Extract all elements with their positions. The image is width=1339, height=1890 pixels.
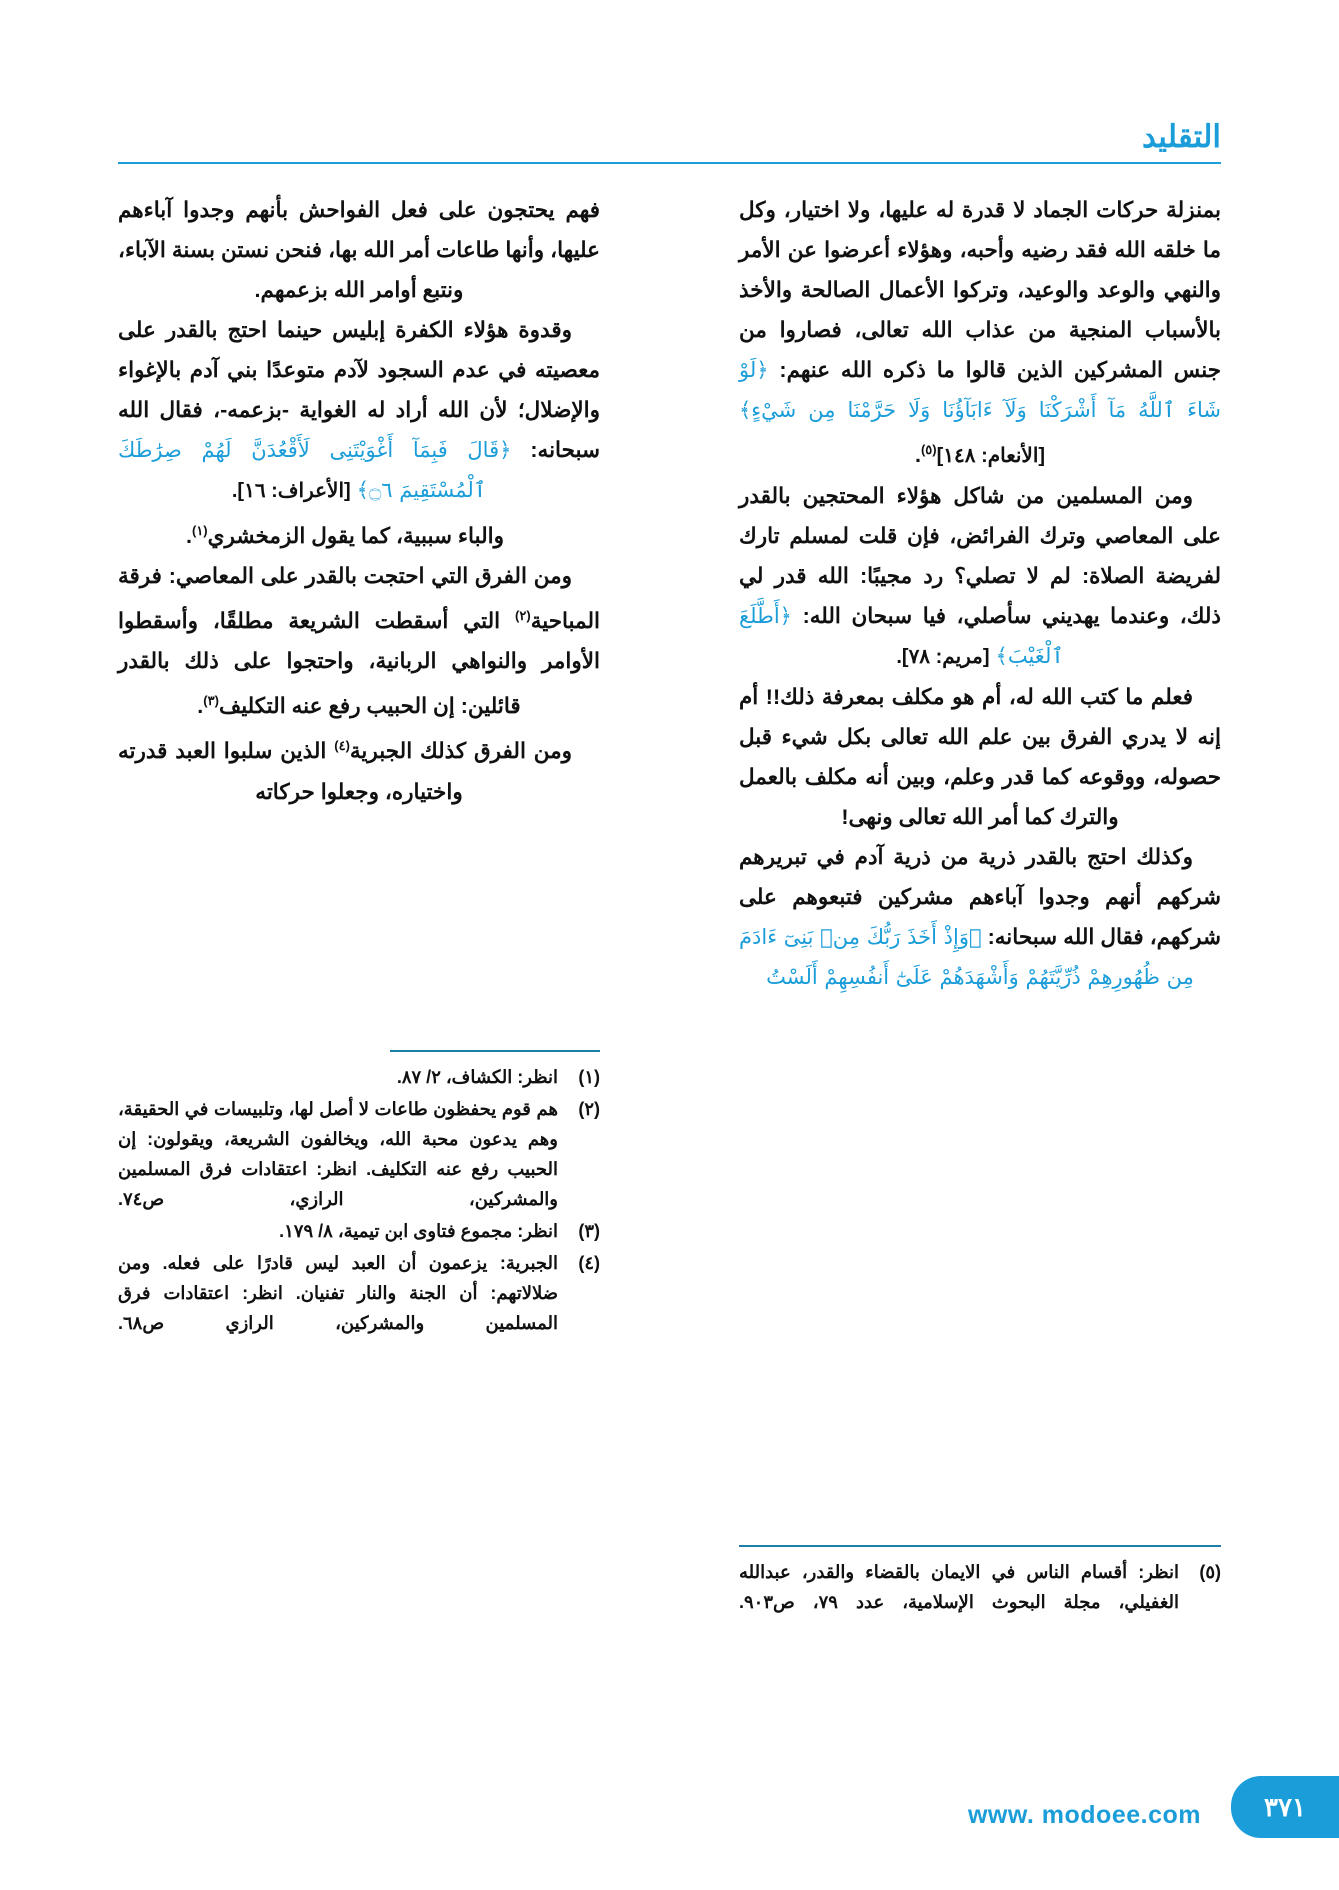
footnote-number: (٢) xyxy=(578,1099,600,1119)
footnote-number: (٥) xyxy=(1199,1562,1221,1582)
page-columns xyxy=(118,190,1221,1760)
footnote-text: هم قوم يحفظون طاعات لا أصل لها، وتلبيسات في الحقيقة، وهم يدعون محبة الله، ويخالفون الشريعة، ويقولون: إن الحبيب رفع عنه التكليف. انظر: اعتقادات فرق المسلمين والمشركين، الرازي، ص٧٤. xyxy=(118,1099,558,1209)
footnote-text: انظر: مجموع فتاوى ابن تيمية، ٨/ ١٧٩. xyxy=(279,1221,558,1241)
quran-quote: ﴿لَوْ شَاءَ ٱللَّهُ مَآ أَشْرَكْنَا وَلَآ ءَابَآؤُنَا وَلَا حَرَّمْنَا مِن شَيْءٍ﴾ xyxy=(739,358,1221,422)
footnotes-right xyxy=(739,1545,1221,1619)
site-url[interactable]: www. modoee.com xyxy=(967,1801,1201,1829)
footnote-item xyxy=(118,1062,600,1092)
right-column xyxy=(739,190,1221,1612)
quran-quote: ﴿قَالَ فَبِمَآ أَغْوَيْتَنِى لَأَقْعُدَنَّ لَهُمْ صِرَٰطَكَ ٱلْمُسْتَقِيمَ ۝٦﴾ xyxy=(118,438,512,502)
paragraph-text-tail: التي أسقطت الشريعة مطلقًا، وأسقطوا الأوامر والنواهي الربانية، واحتجوا على ذلك بالقدر قائلين: إن الحبيب رفع عنه التكليف xyxy=(118,609,600,719)
footnote-marker: (١) xyxy=(191,523,208,538)
footnote-marker: (٤) xyxy=(334,738,350,754)
paragraph: بمنزلة حركات الجماد لا قدرة له عليها، ولا اختيار، وكل ما خلقه الله فقد رضيه وأحبه، وهؤلاء أعرضوا عن الأمر والنهي والوعد والوعيد، وتركوا الأعمال الصالحة والأخذ بالأسباب المنجية من عذاب الله تعالى، فصاروا من جنس المشركين الذين قالوا ما ذكره الله عنهم: ﴿لَوْ شَاءَ ٱللَّهُ مَآ أَشْرَكْنَا وَلَآ ءَابَآؤُنَا وَلَا حَرَّمْنَا مِن شَيْءٍ﴾ [الأنعام: ١٤٨]$^{(٥)}$. xyxy=(739,198,1221,468)
page-title: التقليد xyxy=(1142,119,1221,154)
footnote-divider xyxy=(390,1050,600,1052)
footnote-marker: (٥) xyxy=(920,442,937,457)
footnote-text: الجبرية: يزعمون أن العبد ليس قادرًا على فعله. ومن ضلالاتهم: أن الجنة والنار تفنيان. انظر: اعتقادات فرق المسلمين والمشركين، الرازي ص٦٨. xyxy=(118,1253,558,1333)
page-number: ٣٧١ xyxy=(1231,1776,1339,1838)
footnote-text: انظر: أقسام الناس في الايمان بالقضاء والقدر، عبدالله الغفيلي، مجلة البحوث الإسلامية، عدد ٧٩، ص٩٠٣. xyxy=(739,1562,1179,1612)
paragraph-text: وكذلك احتج بالقدر ذرية من ذرية آدم في تبريرهم شركهم أنهم وجدوا آباءهم مشركين فتبعوهم على شركهم، فقال الله سبحانه: xyxy=(739,845,1221,950)
paragraph xyxy=(739,837,1221,997)
quran-quote: ﴿أَطَّلَعَ ٱلْغَيْبَ﴾ xyxy=(739,604,1064,669)
paragraph: ومن الفرق التي احتجت بالقدر على المعاصي: فرقة المباحية$^{(٢)}$ التي أسقطت الشريعة مطلقًا، وأسقطوا الأوامر والنواهي الربانية، واحتجوا على ذلك بالقدر قائلين: إن الحبيب رفع عنه التكليف$^{(٣)}$. xyxy=(118,564,600,719)
quran-reference: [الأعراف: ١٦]. xyxy=(231,480,351,502)
quran-quote: ﴿وَإِذْ أَخَذَ رَبُّكَ مِنۢ بَنِىٓ ءَادَمَ مِن ظُهُورِهِمْ ذُرِّيَّتَهُمْ وَأَشْهَدَهُمْ عَلَىٰٓ أَنفُسِهِمْ أَلَسْتُ xyxy=(739,925,1194,990)
paragraph-text: ومن الفرق التي احتجت بالقدر على المعاصي: فرقة المباحية xyxy=(118,564,600,634)
paragraph-text: ومن الفرق كذلك الجبرية xyxy=(349,739,572,764)
footnote-marker: (٣) xyxy=(203,693,219,709)
footnote-text: انظر: الكشاف، ٢/ ٨٧. xyxy=(396,1067,558,1087)
paragraph xyxy=(739,677,1221,837)
footnote-divider xyxy=(739,1545,1221,1547)
footnote-number: (١) xyxy=(578,1067,600,1087)
footnote-item xyxy=(118,1248,600,1338)
footnote-item xyxy=(118,1094,600,1214)
paragraph xyxy=(118,190,600,310)
paragraph-text: فهم يحتجون على فعل الفواحش بأنهم وجدوا آباءهم عليها، وأنها طاعات أمر الله بها، فنحن نستن بسنة الآباء، ونتبع أوامر الله بزعمهم. xyxy=(118,198,600,302)
paragraph-text: فعلم ما كتب الله له، أم هو مكلف بمعرفة ذلك!! أم إنه لا يدري الفرق بين علم الله تعالى بكل شيء قبل حصوله، ووقوعه كما قدر وعلم، وبين أنه مكلف بالعمل والترك كما أمر الله تعالى ونهى! xyxy=(739,685,1221,830)
paragraph xyxy=(118,726,600,811)
footnotes-left xyxy=(118,1050,600,1340)
page-header xyxy=(118,118,1221,170)
footnote-item xyxy=(739,1557,1221,1617)
left-column xyxy=(118,190,600,1333)
paragraph xyxy=(739,476,1221,677)
quran-reference: [مريم: ٧٨]. xyxy=(896,646,990,669)
paragraph-text: ومن المسلمين من شاكل هؤلاء المحتجين بالقدر على المعاصي وترك الفرائض، فإن قلت لمسلم تارك لفريضة الصلاة: لم لا تصلي؟ رد مجيبًا: الله قدر لي ذلك، وعندما يهديني سأصلي، فيا سبحان الله: xyxy=(739,484,1221,629)
footnote-item xyxy=(118,1216,600,1246)
quran-reference: [الأنعام: ١٤٨] xyxy=(936,445,1046,468)
page-footer xyxy=(0,1760,1339,1890)
paragraph-text: والباء سببية، كما يقول الزمخشري xyxy=(207,524,504,549)
paragraph-text-tail: الذين سلبوا العبد قدرته واختياره، وجعلوا حركاته xyxy=(118,739,463,804)
paragraph-text: وقدوة هؤلاء الكفرة إبليس حينما احتج بالقدر على معصيته في عدم السجود لآدم متوعدًا بني آدم بالإغواء والإضلال؛ لأن الله أراد له الغواية -بزعمه-، فقال الله سبحانه: xyxy=(118,318,600,462)
header-divider xyxy=(118,162,1221,164)
footnote-number: (٣) xyxy=(578,1221,600,1241)
footnote-number: (٤) xyxy=(578,1253,600,1273)
paragraph: والباء سببية، كما يقول الزمخشري$^{(١)}$. xyxy=(185,523,504,549)
footnote-marker: (٢) xyxy=(515,608,531,624)
paragraph xyxy=(118,310,600,511)
paragraph-text: بمنزلة حركات الجماد لا قدرة له عليها، ولا اختيار، وكل ما خلقه الله فقد رضيه وأحبه، وهؤلاء أعرضوا عن الأمر والنهي والوعد والوعيد، وتركوا الأعمال الصالحة والأخذ بالأسباب المنجية من عذاب الله تعالى، فصاروا من جنس المشركين الذين قالوا ما ذكره الله عنهم: xyxy=(739,198,1221,382)
